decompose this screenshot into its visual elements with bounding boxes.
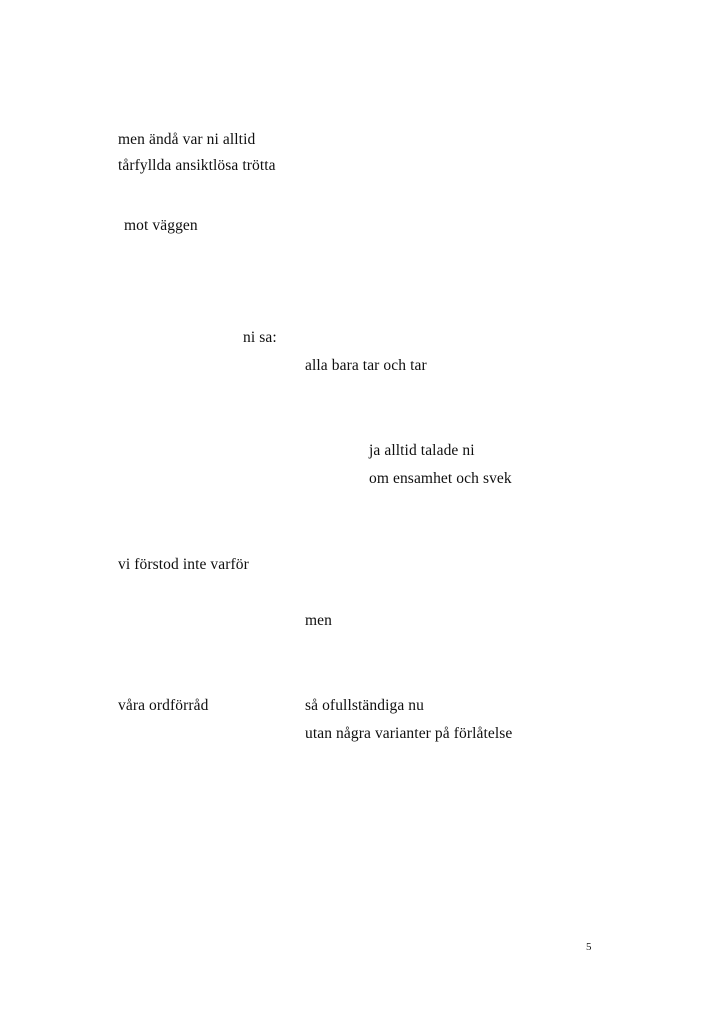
poem-line: så ofullständiga nu: [305, 697, 424, 714]
poem-line: men ändå var ni alltid: [118, 131, 256, 148]
page-number: 5: [586, 941, 592, 953]
poem-line: vi förstod inte varför: [118, 556, 249, 573]
poem-line: ni sa:: [243, 329, 277, 346]
poem-line: utan några varianter på förlåtelse: [305, 725, 513, 742]
poem-line: ja alltid talade ni: [369, 442, 475, 459]
poem-line: men: [305, 612, 332, 629]
poem-line: alla bara tar och tar: [305, 357, 427, 374]
poem-line: tårfyllda ansiktlösa trötta: [118, 157, 276, 174]
poem-line: våra ordförråd: [118, 697, 209, 714]
poem-line: om ensamhet och svek: [369, 470, 512, 487]
poem-line: mot väggen: [124, 217, 198, 234]
